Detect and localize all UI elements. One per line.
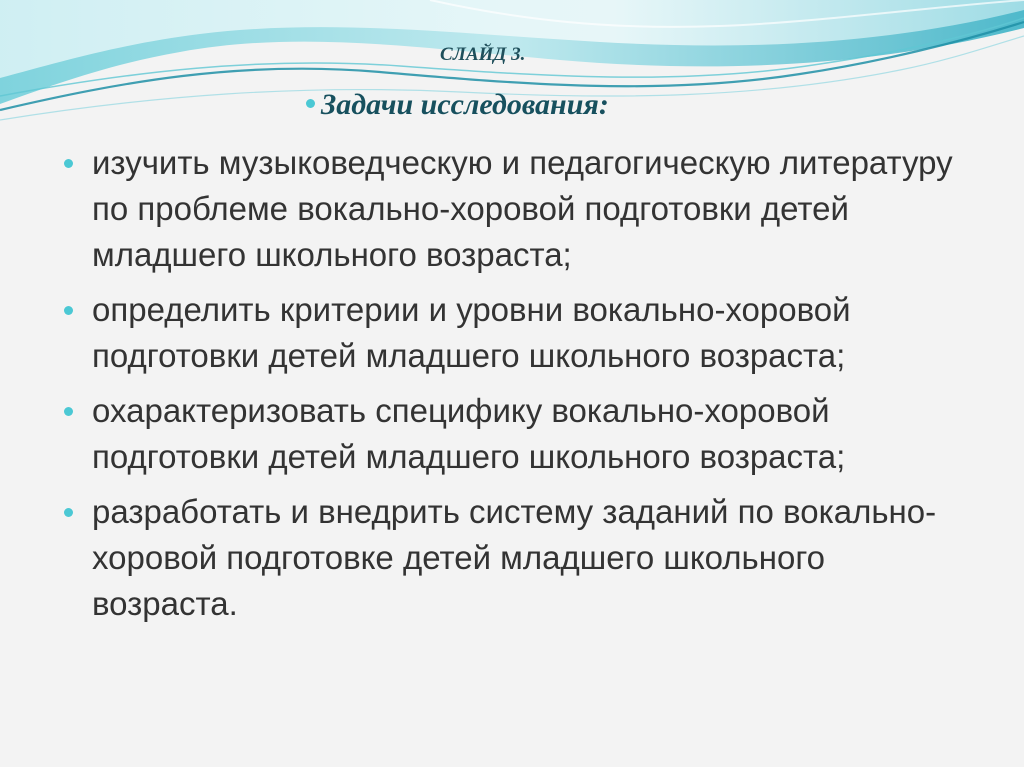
- bullet-icon: [64, 508, 73, 517]
- task-text: охарактеризовать специфику вокально-хоровой подготовки детей младшего школьного возраста;: [92, 392, 846, 475]
- bullet-icon: [64, 306, 73, 315]
- bullet-icon: [306, 99, 315, 108]
- list-item: [62, 287, 962, 379]
- slide-number-label: СЛАЙД 3.: [440, 44, 526, 65]
- bullet-icon: [64, 159, 73, 168]
- research-tasks-list: [62, 140, 962, 636]
- task-text: изучить музыковедческую и педагогическую литературу по проблеме вокально-хоровой подготовки детей младшего школьного возраста;: [92, 144, 953, 273]
- list-item: [62, 489, 962, 627]
- list-item: [62, 140, 962, 278]
- slide-subtitle: [306, 88, 609, 122]
- task-text: разработать и внедрить систему заданий по вокально-хоровой подготовке детей младшего школьного возраста.: [92, 493, 937, 622]
- task-text: определить критерии и уровни вокально-хоровой подготовки детей младшего школьного возраста;: [92, 291, 851, 374]
- list-item: [62, 388, 962, 480]
- subtitle-text: Задачи исследования:: [321, 88, 609, 121]
- bullet-icon: [64, 407, 73, 416]
